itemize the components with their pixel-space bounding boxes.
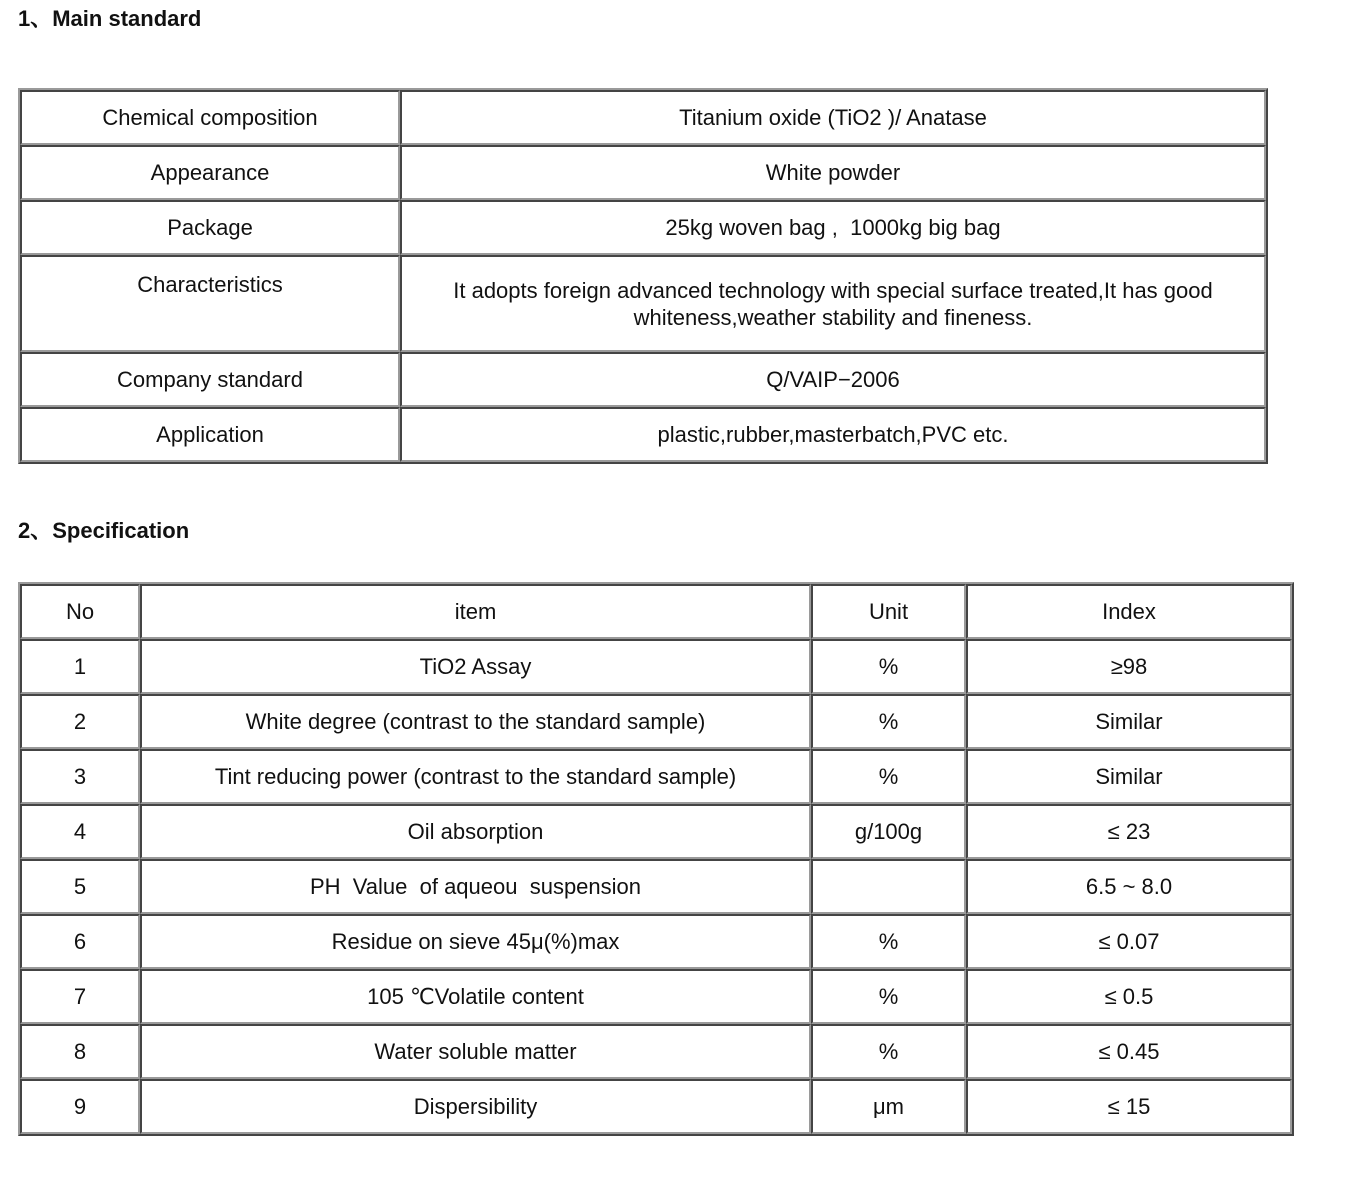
cell-unit: [811, 859, 966, 914]
row-label: Company standard: [20, 352, 400, 407]
cell-index: ≤ 0.5: [966, 969, 1292, 1024]
table-row-chemical-composition: [20, 90, 1266, 145]
cell-item: Oil absorption: [140, 804, 811, 859]
specification-heading: 2、Specification: [18, 518, 190, 543]
table-row: [20, 859, 1292, 914]
cell-index: ≤ 23: [966, 804, 1292, 859]
cell-no: 5: [20, 859, 140, 914]
table-row-appearance: [20, 145, 1266, 200]
cell-index: ≤ 15: [966, 1079, 1292, 1134]
table-row: [20, 694, 1292, 749]
row-value: Titanium oxide (TiO2 )/ Anatase: [400, 90, 1266, 145]
cell-index: Similar: [966, 694, 1292, 749]
column-header-no: No: [20, 584, 140, 639]
table-header-row: [20, 584, 1292, 639]
cell-no: 1: [20, 639, 140, 694]
cell-index: ≥98: [966, 639, 1292, 694]
cell-unit: %: [811, 639, 966, 694]
cell-no: 2: [20, 694, 140, 749]
cell-item: PH Value of aqueou suspension: [140, 859, 811, 914]
column-header-index: Index: [966, 584, 1292, 639]
main-standard-table: [18, 88, 1268, 464]
cell-unit: %: [811, 694, 966, 749]
table-row: [20, 1024, 1292, 1079]
cell-no: 6: [20, 914, 140, 969]
row-value: White powder: [400, 145, 1266, 200]
table-row: [20, 749, 1292, 804]
row-label: Characteristics: [20, 255, 400, 352]
cell-unit: %: [811, 1024, 966, 1079]
row-value: 25kg woven bag , 1000kg big bag: [400, 200, 1266, 255]
cell-item: TiO2 Assay: [140, 639, 811, 694]
row-value: plastic,rubber,masterbatch,PVC etc.: [400, 407, 1266, 462]
table-row-characteristics: [20, 255, 1266, 352]
row-label: Appearance: [20, 145, 400, 200]
main-standard-heading: 1、Main standard: [18, 6, 202, 31]
cell-unit: %: [811, 914, 966, 969]
cell-item: White degree (contrast to the standard sample): [140, 694, 811, 749]
cell-no: 9: [20, 1079, 140, 1134]
cell-unit: %: [811, 969, 966, 1024]
cell-index: ≤ 0.45: [966, 1024, 1292, 1079]
cell-item: 105 ℃Volatile content: [140, 969, 811, 1024]
table-row: [20, 1079, 1292, 1134]
cell-unit: %: [811, 749, 966, 804]
table-row-application: [20, 407, 1266, 462]
column-header-unit: Unit: [811, 584, 966, 639]
cell-item: Residue on sieve 45μ(%)max: [140, 914, 811, 969]
column-header-item: item: [140, 584, 811, 639]
cell-no: 8: [20, 1024, 140, 1079]
cell-item: Dispersibility: [140, 1079, 811, 1134]
row-value: It adopts foreign advanced technology with special surface treated,It has good whiteness,weather stability and fineness.: [400, 255, 1266, 352]
cell-unit: μm: [811, 1079, 966, 1134]
cell-unit: g/100g: [811, 804, 966, 859]
row-label: Application: [20, 407, 400, 462]
row-value: Q/VAIP−2006: [400, 352, 1266, 407]
specification-table: [18, 582, 1294, 1136]
table-row: [20, 914, 1292, 969]
cell-index: ≤ 0.07: [966, 914, 1292, 969]
cell-index: 6.5 ~ 8.0: [966, 859, 1292, 914]
table-row: [20, 969, 1292, 1024]
table-row-company-standard: [20, 352, 1266, 407]
cell-no: 3: [20, 749, 140, 804]
cell-index: Similar: [966, 749, 1292, 804]
cell-no: 4: [20, 804, 140, 859]
row-label: Chemical composition: [20, 90, 400, 145]
table-row: [20, 639, 1292, 694]
table-row-package: [20, 200, 1266, 255]
row-label: Package: [20, 200, 400, 255]
cell-item: Water soluble matter: [140, 1024, 811, 1079]
cell-no: 7: [20, 969, 140, 1024]
table-row: [20, 804, 1292, 859]
cell-item: Tint reducing power (contrast to the standard sample): [140, 749, 811, 804]
